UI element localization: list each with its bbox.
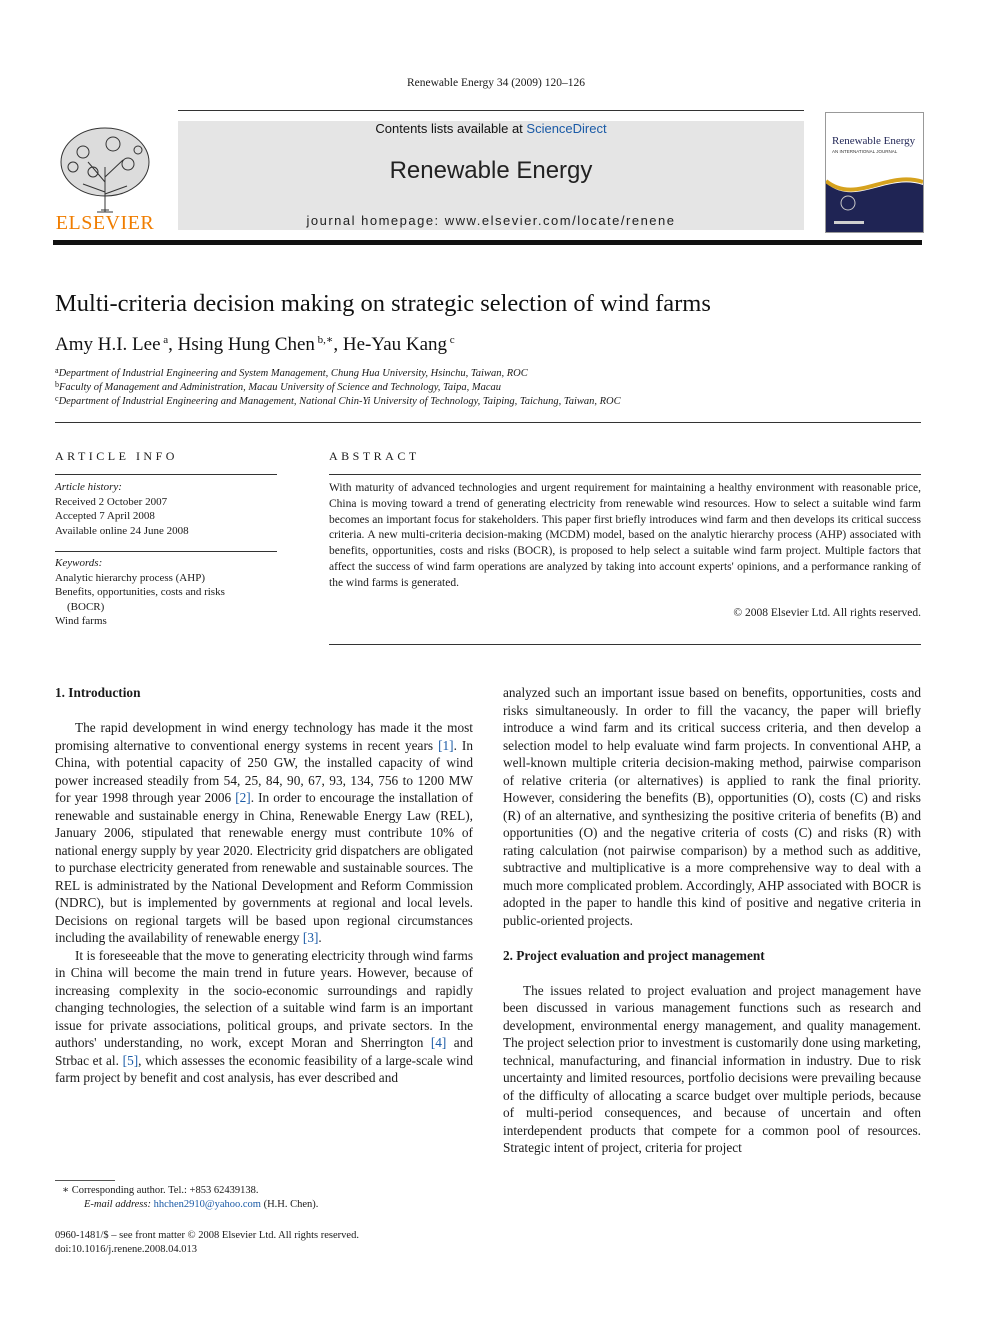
affiliation: [55, 380, 501, 393]
journal-cover-art: [826, 113, 923, 232]
journal-cover: [825, 112, 924, 233]
section-heading: 1. Introduction: [55, 685, 141, 700]
footnote-rule: [55, 1180, 115, 1181]
author-affil-marker: a: [163, 334, 169, 346]
journal-citation: Renewable Energy 34 (2009) 120–126: [407, 77, 585, 89]
email-link[interactable]: hhchen2910@yahoo.com: [153, 1199, 261, 1210]
footer-issn: 0960-1481/$ – see front matter © 2008 Elsevier Ltd. All rights reserved.: [55, 1230, 359, 1241]
keywords: [55, 556, 280, 629]
cover-title: Renewable Energy: [832, 135, 916, 147]
article-info-heading: ARTICLE INFO: [55, 449, 178, 463]
cover-subtitle: AN INTERNATIONAL JOURNAL: [832, 149, 898, 154]
affiliation-marker: b: [55, 380, 59, 389]
body-left-column: [55, 684, 473, 1087]
citation-link[interactable]: [1]: [438, 737, 454, 753]
keyword: (BOCR): [67, 600, 105, 613]
history-rule: [55, 551, 277, 552]
affiliation-marker: a: [55, 366, 59, 375]
affiliation-text: Department of Industrial Engineering and Management, National Chin-Yi University of Technology, Taiping, Taichung, Taiwan, ROC: [58, 396, 621, 407]
email-label: E-mail address:: [84, 1199, 151, 1210]
citation-link[interactable]: [4]: [430, 1035, 447, 1050]
contents-line: [178, 121, 804, 136]
author-name: Hsing Hung Chen: [177, 334, 315, 355]
citation-link[interactable]: [2]: [235, 790, 251, 805]
footnote-corresponding: ∗ Corresponding author. Tel.: +853 62439138.: [62, 1185, 259, 1196]
author-name: Amy H.I. Lee: [55, 334, 161, 355]
author-name: He-Yau Kang: [342, 334, 448, 355]
author-affil-marker[interactable]: b,∗: [317, 334, 334, 346]
affiliations-rule: [55, 422, 921, 423]
section-heading: 2. Project evaluation and project management: [503, 947, 765, 963]
header-thick-rule: [53, 240, 922, 245]
paragraph: The rapid development in wind energy technology has made it the most promising alternative to conventional energy systems in recent years [1]. In China, with potential capacity of 250 GW, the installed capacity of wind power increased steadily from 54, 25, 84, 90, 67, 93, 134, 756 to 1200 MW for year 1998 through year 2006 [2]. In order to encourage the installation of renewable and sustainable energy in China, Renewable Energy Law (REL), January 2006, stipulated that renewable energy must contribute 10% of national energy supply by year 2020. Electricity grid dispatchers are obligated to purchase electricity generated from renewable and sustainable sources. The REL is administrated by the National Development and Reform Commission (NDRC), but is implemented by governments at regional and local levels. Decisions on regional targets will be based upon regional circumstances including the availability of renewable energy [3].: [55, 720, 473, 945]
publisher-logo-text: ELSEVIER: [55, 212, 155, 234]
history-label: Article history:: [55, 481, 122, 493]
journal-title: Renewable Energy: [389, 157, 593, 184]
body-right-column: [503, 684, 921, 1157]
abstract-copyright: © 2008 Elsevier Ltd. All rights reserved.: [733, 607, 921, 619]
journal-homepage[interactable]: journal homepage: www.elsevier.com/locate/renene: [306, 213, 676, 228]
abstract-heading: ABSTRACT: [329, 449, 420, 463]
affiliation: [55, 366, 528, 379]
history-online: Available online 24 June 2008: [55, 524, 189, 537]
paragraph: It is foreseeable that the move to generating electricity through wind farms in China will become the main trend in future years. However, because of increasing complexity in the socio-economic surroundings and rapidly changing technologies, the selection of a suitable wind farm is an important issue for private associations, political groups, and private sectors. In the authors' understanding, no work, except Moran and Sherrington [4] and Strbac et al. [5], which assesses the economic feasibility of a large-scale wind farm project by benefit and cost analysis, has ever described and: [55, 947, 473, 1085]
paragraph: analyzed such an important issue based on benefits, opportunities, costs and risks simultaneously. In order to fill the vacancy, the paper will briefly introduce a wind farm and its critical success criteria, and then develop a selection model to help evaluate wind farm projects. In conventional AHP, a well-known multiple criteria decision-making method, pairwise comparison of relative criteria (or alternatives) is applied to rank the final priority. However, considering the benefits (B), opportunities (O), costs (C) and risks (R) of an alternative, and synthesizing the positive criteria of benefits (B) and opportunities (O) and the negative criteria of costs (C) and risks (R) with rating calculation (not pairwise comparison) by a method such as additive, subtractive and multiplicative is a more comprehensive way to deal with a much more complicated problem. Accordingly, AHP associated with BOCR is adopted in the paper to handle this kind of positive and negative criteria in public-oriented projects.: [503, 685, 921, 928]
contents-prefix: Contents lists available at: [375, 121, 527, 136]
footnote-email: [84, 1198, 318, 1212]
keyword: Wind farms: [55, 615, 107, 627]
sciencedirect-link[interactable]: ScienceDirect: [526, 121, 607, 136]
abstract-text: With maturity of advanced technologies and urgent requirement for maintaining a healthy environment with reasonable price, China is moving toward a trend of generating electricity from renewable wind resources. How to select a suitable wind farm becomes an important focus for stakeholders. This paper first briefly introduces wind farm and then develops its critical success criteria. A new multi-criteria decision-making (MCDM) model, based on the analytic hierarchy process (AHP) associated with benefits, opportunities, costs and risks (BOCR), is proposed to help select a suitable wind farm project. Multiple factors that affect the success of wind farm operations are analyzed by taking into account experts' opinions, and a performance ranking of the wind farms is generated.: [329, 482, 921, 589]
citation-link[interactable]: [5]: [122, 1052, 139, 1068]
affiliation-text: Department of Industrial Engineering and System Management, Chung Hua University, Hsinchu, Taiwan, ROC: [58, 368, 528, 379]
footer-doi[interactable]: doi:10.1016/j.renene.2008.04.013: [55, 1244, 198, 1255]
citation-link[interactable]: [3]: [302, 930, 319, 945]
abstract-bottom-rule: [329, 644, 921, 645]
keywords-label: Keywords:: [55, 557, 103, 569]
history-accepted: Accepted 7 April 2008: [55, 510, 155, 522]
paragraph: The issues related to project evaluation and project management have been discussed in various management functions such as research and development, environmental energy management, and quality management. The project selection prior to investment is customarily done using marketing, technical, manufacturing, and financial information in industry. Due to risk uncertainty and limited resources, portfolio decisions were prevailing because of the difficulty of allocating a scarce budget over multiple periods, because of multi-period consequences, and because of uncertain and often interdependent products that compete for a common pool of resources. Strategic intent of project, criteria for project: [503, 982, 921, 1155]
affiliation: [55, 394, 621, 407]
affiliation-text: Faculty of Management and Administration, Macau University of Science and Technology, Taipa, Macau: [59, 382, 502, 393]
affiliation-marker: c: [55, 394, 59, 403]
keyword: Analytic hierarchy process (AHP): [55, 571, 205, 584]
email-suffix: (H.H. Chen).: [260, 1199, 319, 1210]
author-affil-marker: c: [449, 334, 455, 346]
author-list: Amy H.I. Lee $^a$, Hsing Hung Chen $^{b,∗}$, He-Yau Kang $^c$: [55, 334, 455, 355]
article-info-rule: [55, 474, 277, 475]
article-title: Multi-criteria decision making on strategic selection of wind farms: [55, 290, 711, 317]
abstract-top-rule: [329, 474, 921, 475]
keyword: Benefits, opportunities, costs and risks: [55, 586, 225, 598]
history-received: Received 2 October 2007: [55, 495, 168, 508]
header-rule: [178, 110, 804, 111]
article-history: [55, 480, 280, 538]
